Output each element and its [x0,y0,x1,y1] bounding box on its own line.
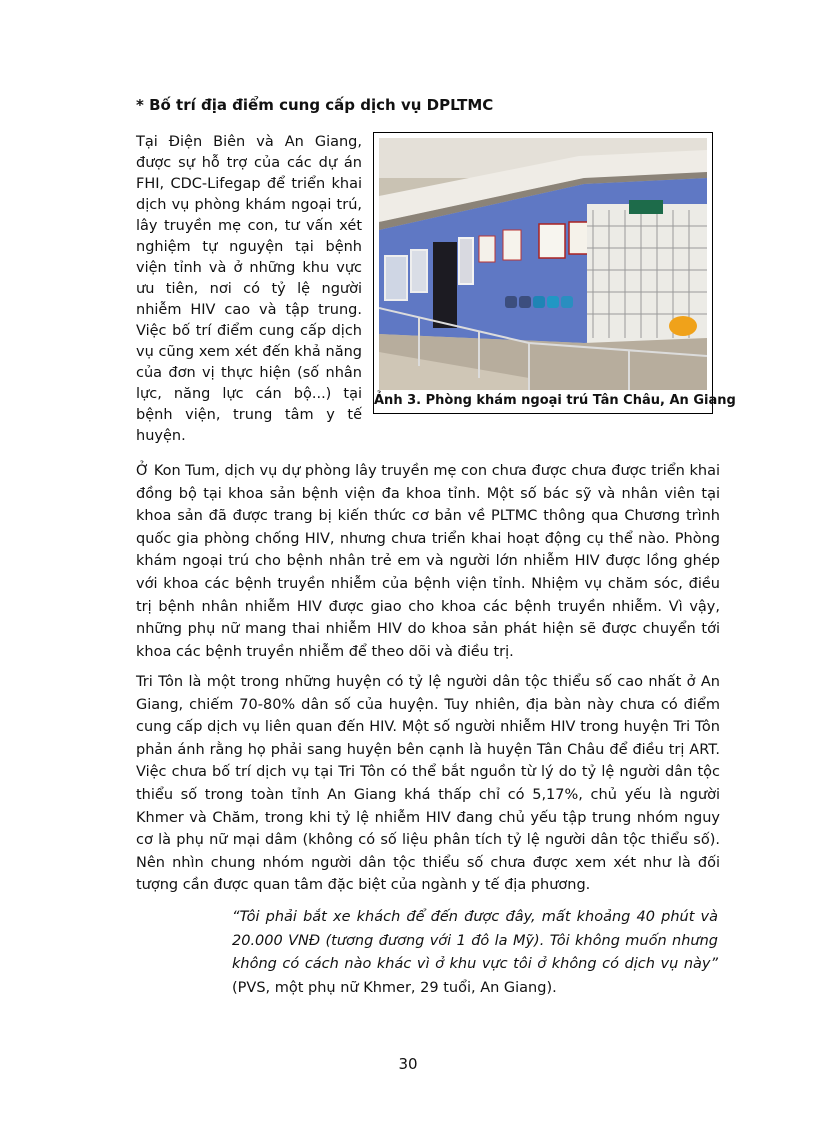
paragraph-tri-ton: Tri Tôn là một trong những huyện có tỷ lệ người dân tộc thiểu số cao nhất ở An Giang, chiếm 70-80% dân số của huyện. Tuy nhiên, địa bàn này chưa có điểm cung cấp dịch vụ liên quan đến HIV. Một số người nhiễm HIV trong huyện Tri Tôn phản ánh rằng họ phải sang huyện bên cạnh là huyện Tân Châu để điều trị ART. Việc chưa bố trí dịch vụ tại Tri Tôn có thể bắt nguồn từ lý do tỷ lệ người dân tộc thiểu số trong toàn tỉnh An Giang khá thấp chỉ có 5,17%, chủ yếu là người Khmer và Chăm, trong khi tỷ lệ nhiễm HIV đang chủ yếu tập trung nhóm nguy cơ là phụ nữ mại dâm (không có số liệu phân tích tỷ lệ người dân tộc thiểu số). Nên nhìn chung nhóm người dân tộc thiểu số chưa được xem xét như là đối tượng cần được quan tâm đặc biệt của ngành y tế địa phương. [136,674,720,894]
section-heading: * Bố trí địa điểm cung cấp dịch vụ DPLTMC [136,96,494,114]
clinic-photo [379,138,707,390]
paragraph-kon-tum: Ở Kon Tum, dịch vụ dự phòng lây truyền mẹ con chưa được chưa được triển khai đồng bộ tại khoa sản bệnh viện đa khoa tỉnh. Một số bác sỹ và nhân viên tại khoa sản đã được trang bị kiến thức cơ bản về PLTMC thông qua Chương trình quốc gia phòng chống HIV, nhưng chưa triển khai hoạt động cụ thể nào. Phòng khám ngoại trú cho bệnh nhân trẻ em và người lớn nhiễm HIV được lồng ghép với khoa các bệnh truyền nhiễm của bệnh viện tỉnh. Nhiệm vụ chăm sóc, điều trị bệnh nhân nhiễm HIV được giao cho khoa các bệnh truyền nhiễm. Vì vậy, những phụ nữ mang thai nhiễm HIV do khoa sản phát hiện sẽ được chuyển tới khoa các bệnh truyền nhiễm để theo dõi và điều trị. [136,463,720,660]
interview-quote [232,906,718,1000]
page-number: 30 [398,1055,418,1073]
intro-paragraph: Tại Điện Biên và An Giang, được sự hỗ trợ của các dự án FHI, CDC-Lifegap để triển khai dịch vụ phòng khám ngoại trú, lây truyền mẹ con, tư vấn xét nghiệm tự nguyện tại bệnh viện tỉnh và ở những khu vực ưu tiên, nơi có tỷ lệ người nhiễm HIV cao và tập trung. Việc bố trí điểm cung cấp dịch vụ cũng xem xét đến khả năng của đơn vị thực hiện (số nhân lực, năng lực cán bộ...) tại bệnh viện, trung tâm y tế huyện. [136,134,362,444]
quote-text: “Tôi phải bắt xe khách để đến được đây, mất khoảng 40 phút và 20.000 VNĐ (tương đương với 1 đô la Mỹ). Tôi không muốn nhưng không có cách nào khác vì ở khu vực tôi ở không có dịch vụ này” [232,909,718,972]
figure-caption: Ảnh 3. Phòng khám ngoại trú Tân Châu, An Giang [374,393,736,408]
figure-frame [373,132,736,414]
quote-attribution: (PVS, một phụ nữ Khmer, 29 tuổi, An Giang). [232,979,557,996]
